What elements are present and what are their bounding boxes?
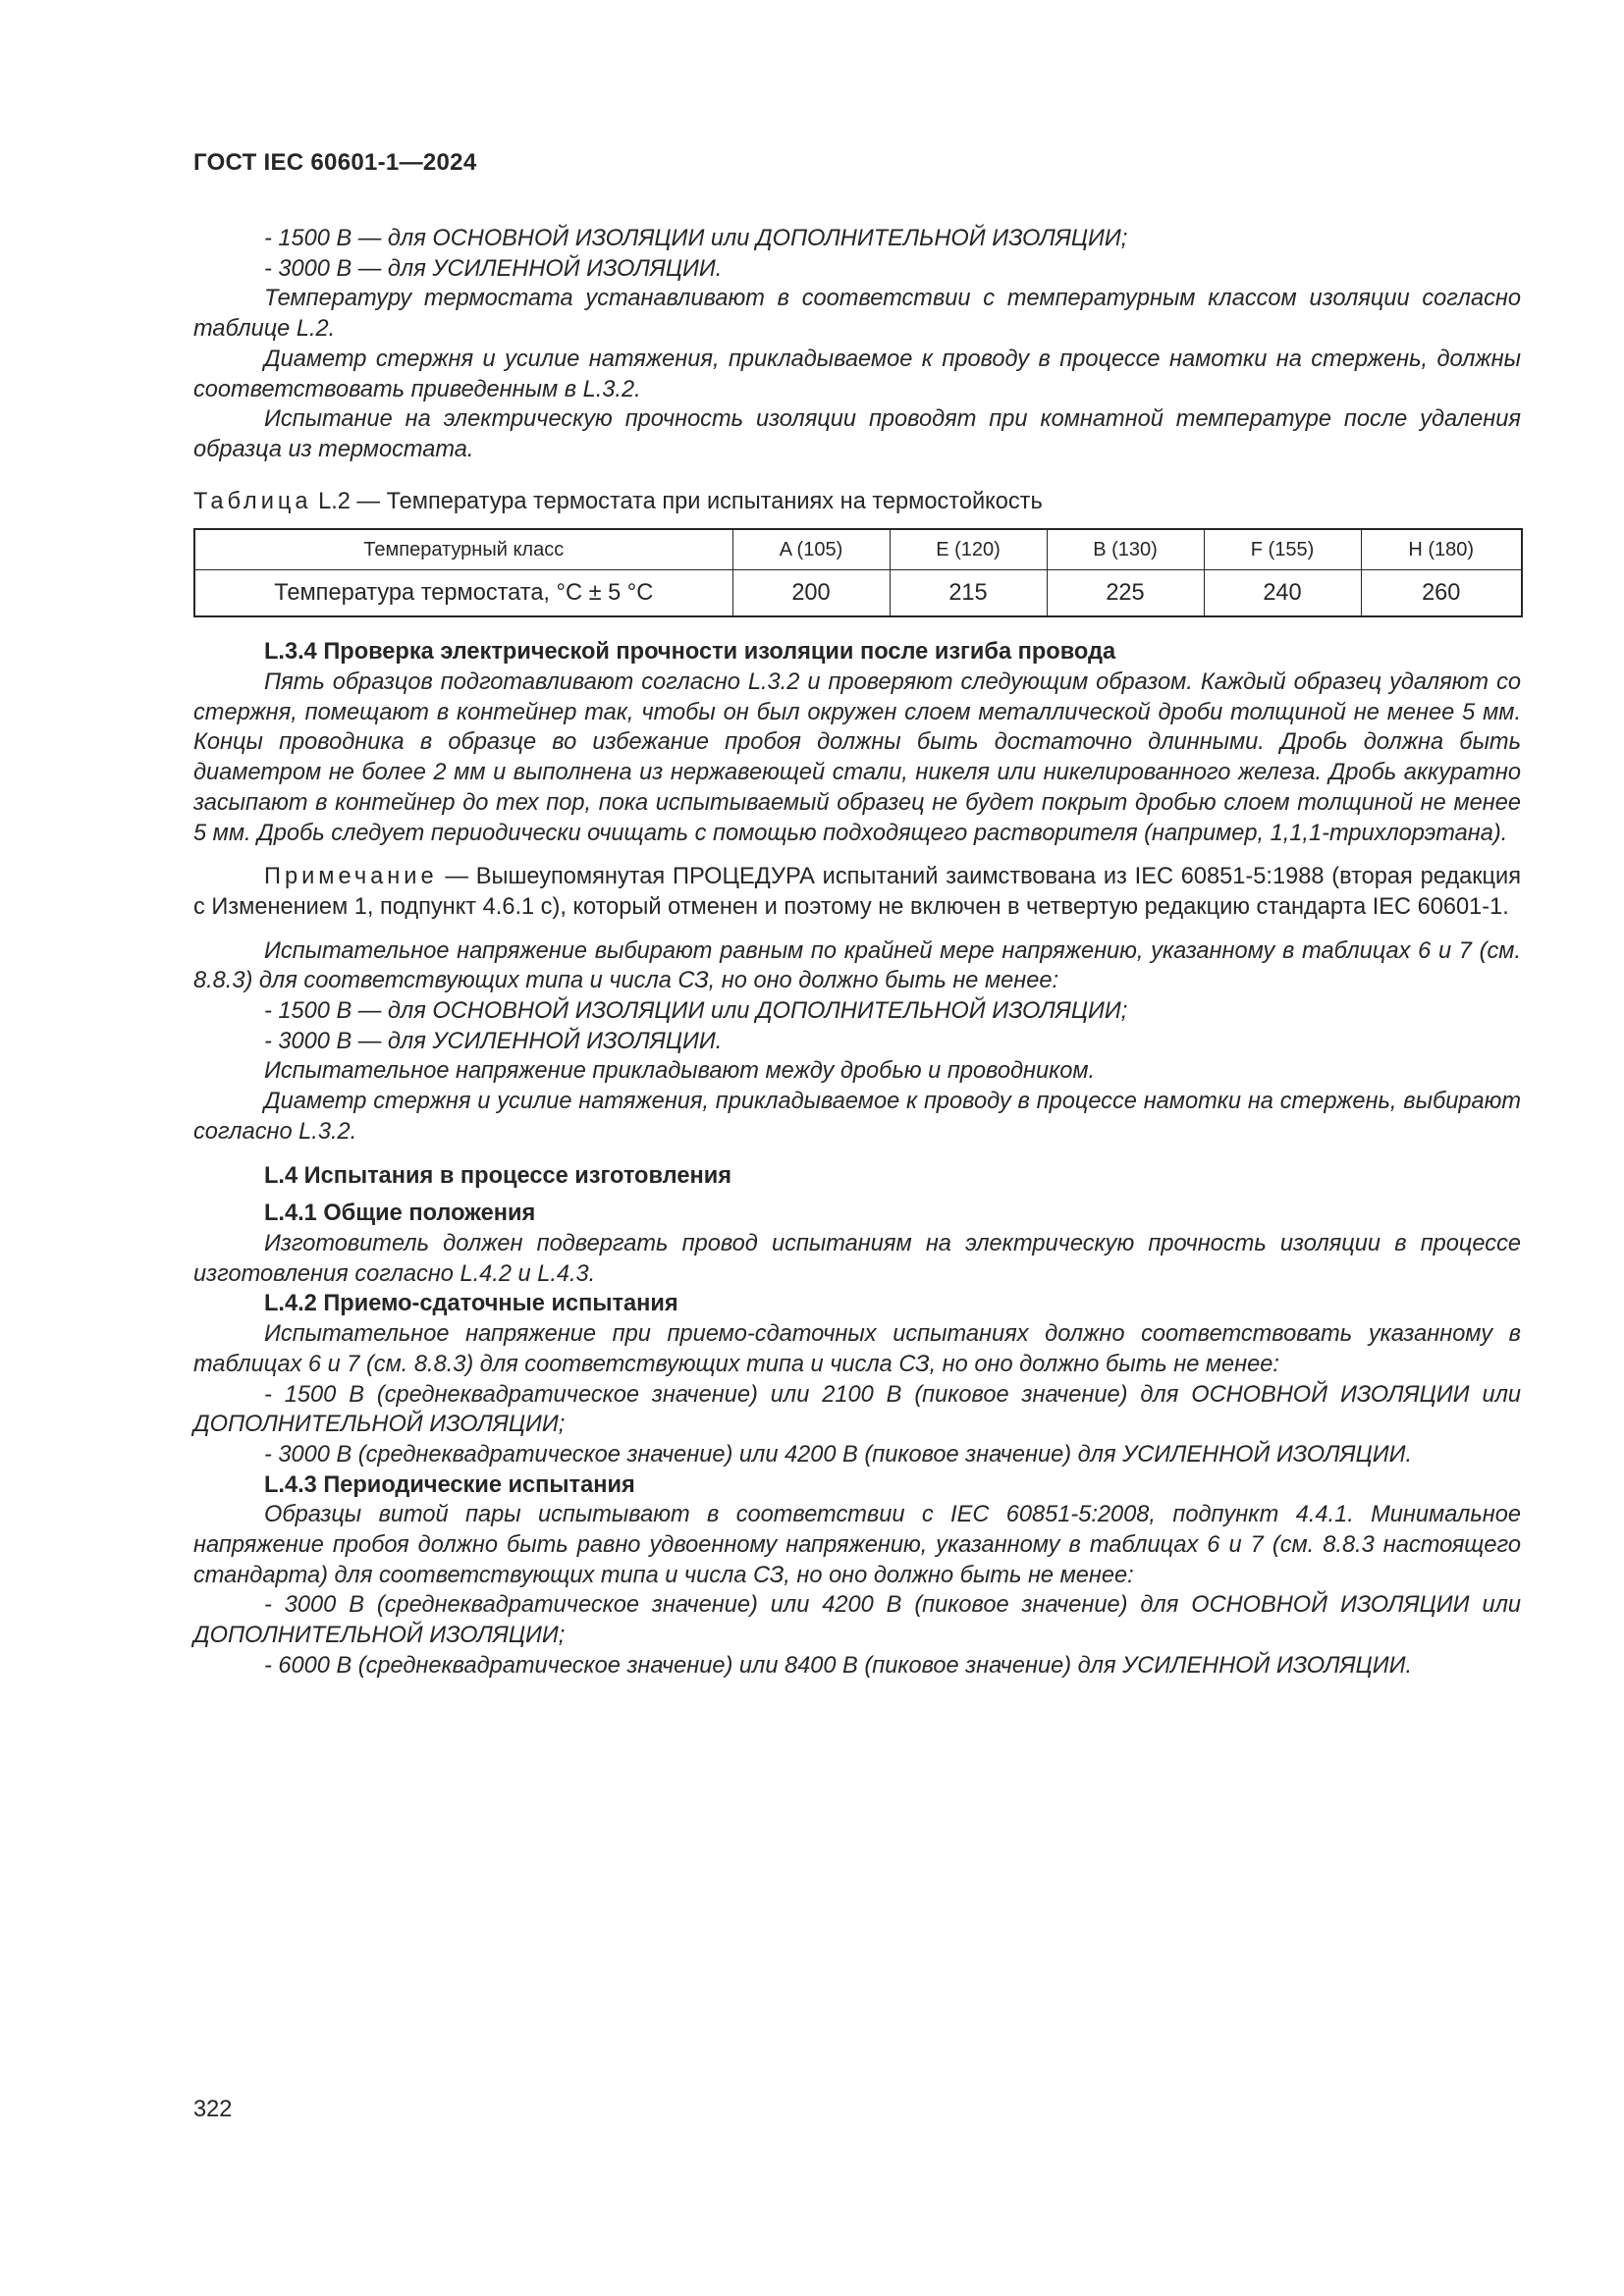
list-item: - 3000 В — для УСИЛЕННОЙ ИЗОЛЯЦИИ.: [264, 1028, 723, 1054]
paragraph: Испытание на электрическую прочность изоляции проводят при комнатной температуре после удаления образца из термостата.: [193, 406, 1521, 462]
section-heading: L.4.2 Приемо-сдаточные испытания: [264, 1291, 678, 1317]
paragraph: Испытательное напряжение прикладывают между дробью и проводником.: [264, 1058, 1096, 1085]
paragraph: Диаметр стержня и усилие натяжения, прикладываемое к проводу в процессе намотки на стержень, выбирают согласно L.3.2.: [193, 1089, 1521, 1145]
temperature-table: [193, 528, 1523, 617]
paragraph: Испытательное напряжение при приемо-сдаточных испытаниях должно соответствовать указанному в таблицах 6 и 7 (см. 8.8.3) для соответствующих типа и числа СЗ, но оно должно быть не менее:: [193, 1321, 1521, 1377]
list-item: - 1500 В — для ОСНОВНОЙ ИЗОЛЯЦИИ или ДОПОЛНИТЕЛЬНОЙ ИЗОЛЯЦИИ;: [264, 226, 1128, 251]
page-number: 322: [193, 2097, 233, 2122]
table-cell: 225: [1047, 570, 1204, 617]
section-heading: L.3.4 Проверка электрической прочности изоляции после изгиба провода: [264, 639, 1116, 666]
table-header-cell: A (105): [732, 529, 890, 570]
document-header: ГОСТ IEC 60601-1—2024: [193, 149, 477, 176]
paragraph: Образцы витой пары испытывают в соответствии с IEC 60851-5:2008, подпункт 4.4.1. Минимальное напряжение пробоя должно быть равно удвоенному напряжению, указанному в таблицах 6 и 7 (см. 8.8.3 настоящего стандарта) для соответствующих типа и числа СЗ, но оно должно быть не менее:: [193, 1502, 1521, 1588]
table-caption-label: Таблица: [193, 488, 312, 514]
list-item: - 3000 В (среднеквадратическое значение) или 4200 В (пиковое значение) для ОСНОВНОЙ ИЗОЛЯЦИИ или ДОПОЛНИТЕЛЬНОЙ ИЗОЛЯЦИИ;: [193, 1592, 1521, 1649]
list-item: - 1500 В — для ОСНОВНОЙ ИЗОЛЯЦИИ или ДОПОЛНИТЕЛЬНОЙ ИЗОЛЯЦИИ;: [264, 998, 1128, 1025]
section-heading: L.4.1 Общие положения: [264, 1201, 536, 1227]
note-text: — Вышеупомянутая ПРОЦЕДУРА испытаний заимствована из IEC 60851-5:1988 (вторая редакция с Изменением 1, подпункт 4.6.1 с), который отменен и поэтому не включен в четвертую редакцию стандарта IEC 60601-1.: [193, 864, 1521, 920]
section-heading: L.4.3 Периодические испытания: [264, 1471, 635, 1498]
table-cell: 240: [1204, 570, 1361, 617]
table-header-cell: E (120): [890, 529, 1047, 570]
table-header-cell: B (130): [1047, 529, 1204, 570]
paragraph: Изготовитель должен подвергать провод испытаниям на электрическую прочность изоляции в процессе изготовления согласно L.4.2 и L.4.3.: [193, 1230, 1521, 1287]
table-header-cell: F (155): [1204, 529, 1361, 570]
note: [193, 862, 1521, 922]
list-item: - 1500 В (среднеквадратическое значение) или 2100 В (пиковое значение) для ОСНОВНОЙ ИЗОЛЯЦИИ или ДОПОЛНИТЕЛЬНОЙ ИЗОЛЯЦИИ;: [193, 1381, 1521, 1438]
table-cell: 200: [732, 570, 890, 617]
note-label: Примечание: [264, 864, 438, 890]
paragraph: Пять образцов подготавливают согласно L.3.2 и проверяют следующим образом. Каждый образец удаляют со стержня, помещают в контейнер так, чтобы он был окружен слоем металлической дроби толщиной не менее 5 мм. Концы проводника в образце во избежание пробоя должны быть достаточно длинными. Дробь должна быть диаметром не более 2 мм и выполнена из нержавеющей стали, никеля или никелированного железа. Дробь аккуратно засыпают в контейнер до тех пор, пока испытываемый образец не будет покрыт дробью слоем толщиной не менее 5 мм. Дробь следует периодически очищать с помощью подходящего растворителя (например, 1,1,1-трихлорэтана).: [193, 669, 1521, 846]
table-cell: 260: [1361, 570, 1522, 617]
table-caption-text: L.2 — Температура термостата при испытаниях на термостойкость: [318, 488, 1043, 514]
table-caption: [193, 487, 1521, 517]
list-item: - 3000 В — для УСИЛЕННОЙ ИЗОЛЯЦИИ.: [264, 255, 723, 282]
paragraph: Испытательное напряжение выбирают равным по крайней мере напряжению, указанному в таблицах 6 и 7 (см. 8.8.3) для соответствующих типа и числа СЗ, но оно должно быть не менее:: [193, 937, 1521, 994]
table-row: [194, 570, 1522, 617]
list-item: - 6000 В (среднеквадратическое значение) или 8400 В (пиковое значение) для УСИЛЕННОЙ ИЗОЛЯЦИИ.: [264, 1652, 1413, 1679]
paragraph: Температуру термостата устанавливают в соответствии с температурным классом изоляции согласно таблице L.2.: [193, 286, 1521, 343]
section-heading: L.4 Испытания в процессе изготовления: [264, 1162, 731, 1189]
table-header-cell: Температурный класс: [194, 529, 732, 570]
table-cell: Температура термостата, °C ± 5 °C: [194, 570, 732, 617]
paragraph: Диаметр стержня и усилие натяжения, прикладываемое к проводу в процессе намотки на стержень, должны соответствовать приведенным в L.3.2.: [193, 346, 1521, 402]
table-header-row: [194, 529, 1522, 570]
document-body: [193, 224, 1521, 1682]
table-header-cell: H (180): [1361, 529, 1522, 570]
list-item: - 3000 В (среднеквадратическое значение) или 4200 В (пиковое значение) для УСИЛЕННОЙ ИЗОЛЯЦИИ.: [264, 1441, 1413, 1468]
table-cell: 215: [890, 570, 1047, 617]
